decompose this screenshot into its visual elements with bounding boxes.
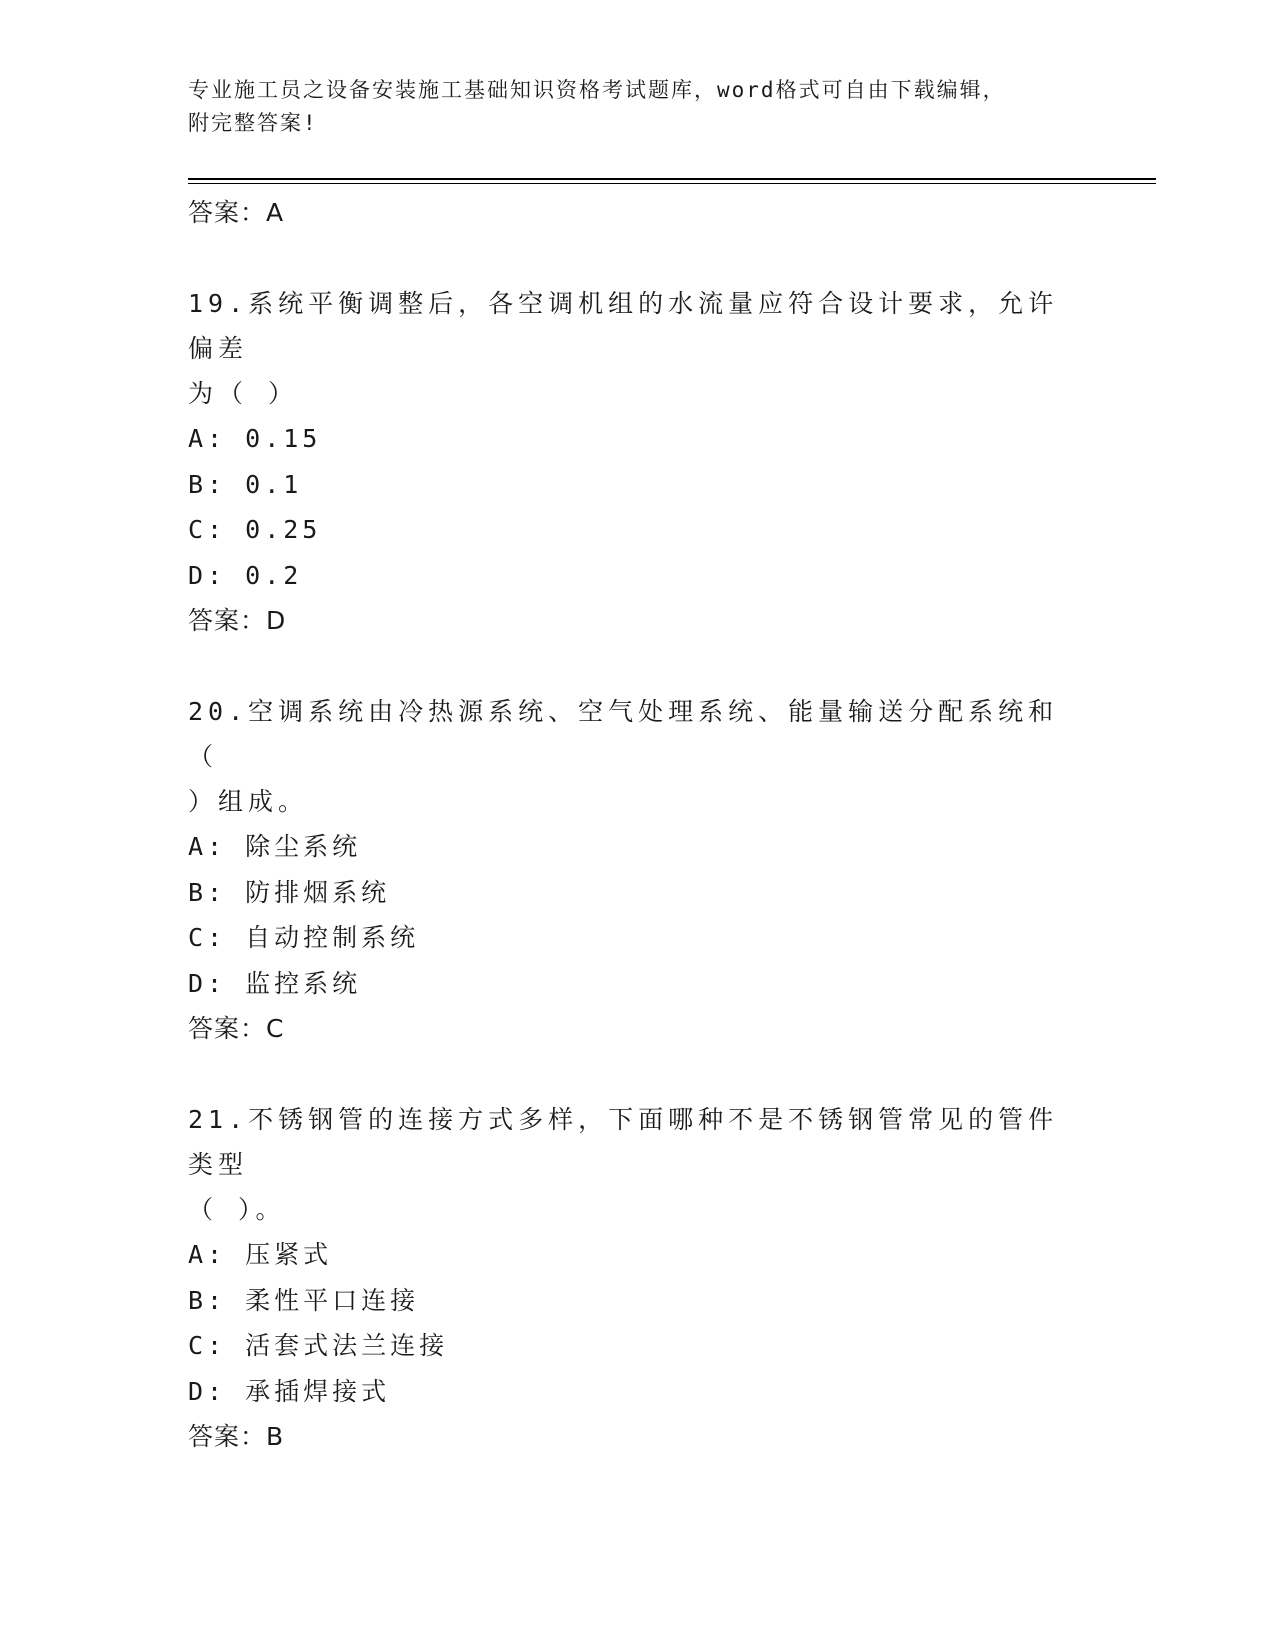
document-body xyxy=(188,190,1088,1460)
document-header xyxy=(188,74,1088,140)
previous-answer: 答案：A xyxy=(188,198,285,227)
question-text: 20.空调系统由冷热源系统、空气处理系统、能量输送分配系统和（ xyxy=(188,697,1059,771)
question-text: 21.不锈钢管的连接方式多样，下面哪种不是不锈钢管常见的管件类型 xyxy=(188,1105,1059,1179)
option-b: B: 防排烟系统 xyxy=(188,877,391,907)
question-19 xyxy=(188,281,1088,644)
header-line-1: 专业施工员之设备安装施工基础知识资格考试题库，word格式可自由下载编辑， xyxy=(188,78,1006,102)
header-divider xyxy=(188,178,1156,180)
question-text-continued: 为（ ） xyxy=(188,379,299,408)
option-c: C: 0.25 xyxy=(188,515,322,544)
question-text: 19.系统平衡调整后，各空调机组的水流量应符合设计要求，允许偏差 xyxy=(188,289,1059,363)
option-c: C: 活套式法兰连接 xyxy=(188,1331,449,1360)
answer: 答案：B xyxy=(188,1422,285,1451)
option-b: B: 0.1 xyxy=(188,469,303,499)
header-divider-thin xyxy=(188,183,1156,184)
question-20 xyxy=(188,689,1088,1052)
option-b: B: 柔性平口连接 xyxy=(188,1285,420,1315)
question-21 xyxy=(188,1097,1088,1460)
question-text-continued: （ ）。 xyxy=(188,1195,286,1224)
option-d: D: 0.2 xyxy=(188,560,303,590)
answer: 答案：C xyxy=(188,1014,285,1043)
question-text-continued: ）组成。 xyxy=(188,787,309,816)
option-d: D: 承插焊接式 xyxy=(188,1376,391,1406)
option-a: A: 除尘系统 xyxy=(188,832,362,861)
option-a: A: 压紧式 xyxy=(188,1240,333,1269)
answer: 答案：D xyxy=(188,606,287,635)
header-line-2: 附完整答案! xyxy=(188,111,318,135)
option-c: C: 自动控制系统 xyxy=(188,923,420,952)
option-a: A: 0.15 xyxy=(188,424,322,453)
option-d: D: 监控系统 xyxy=(188,968,362,998)
